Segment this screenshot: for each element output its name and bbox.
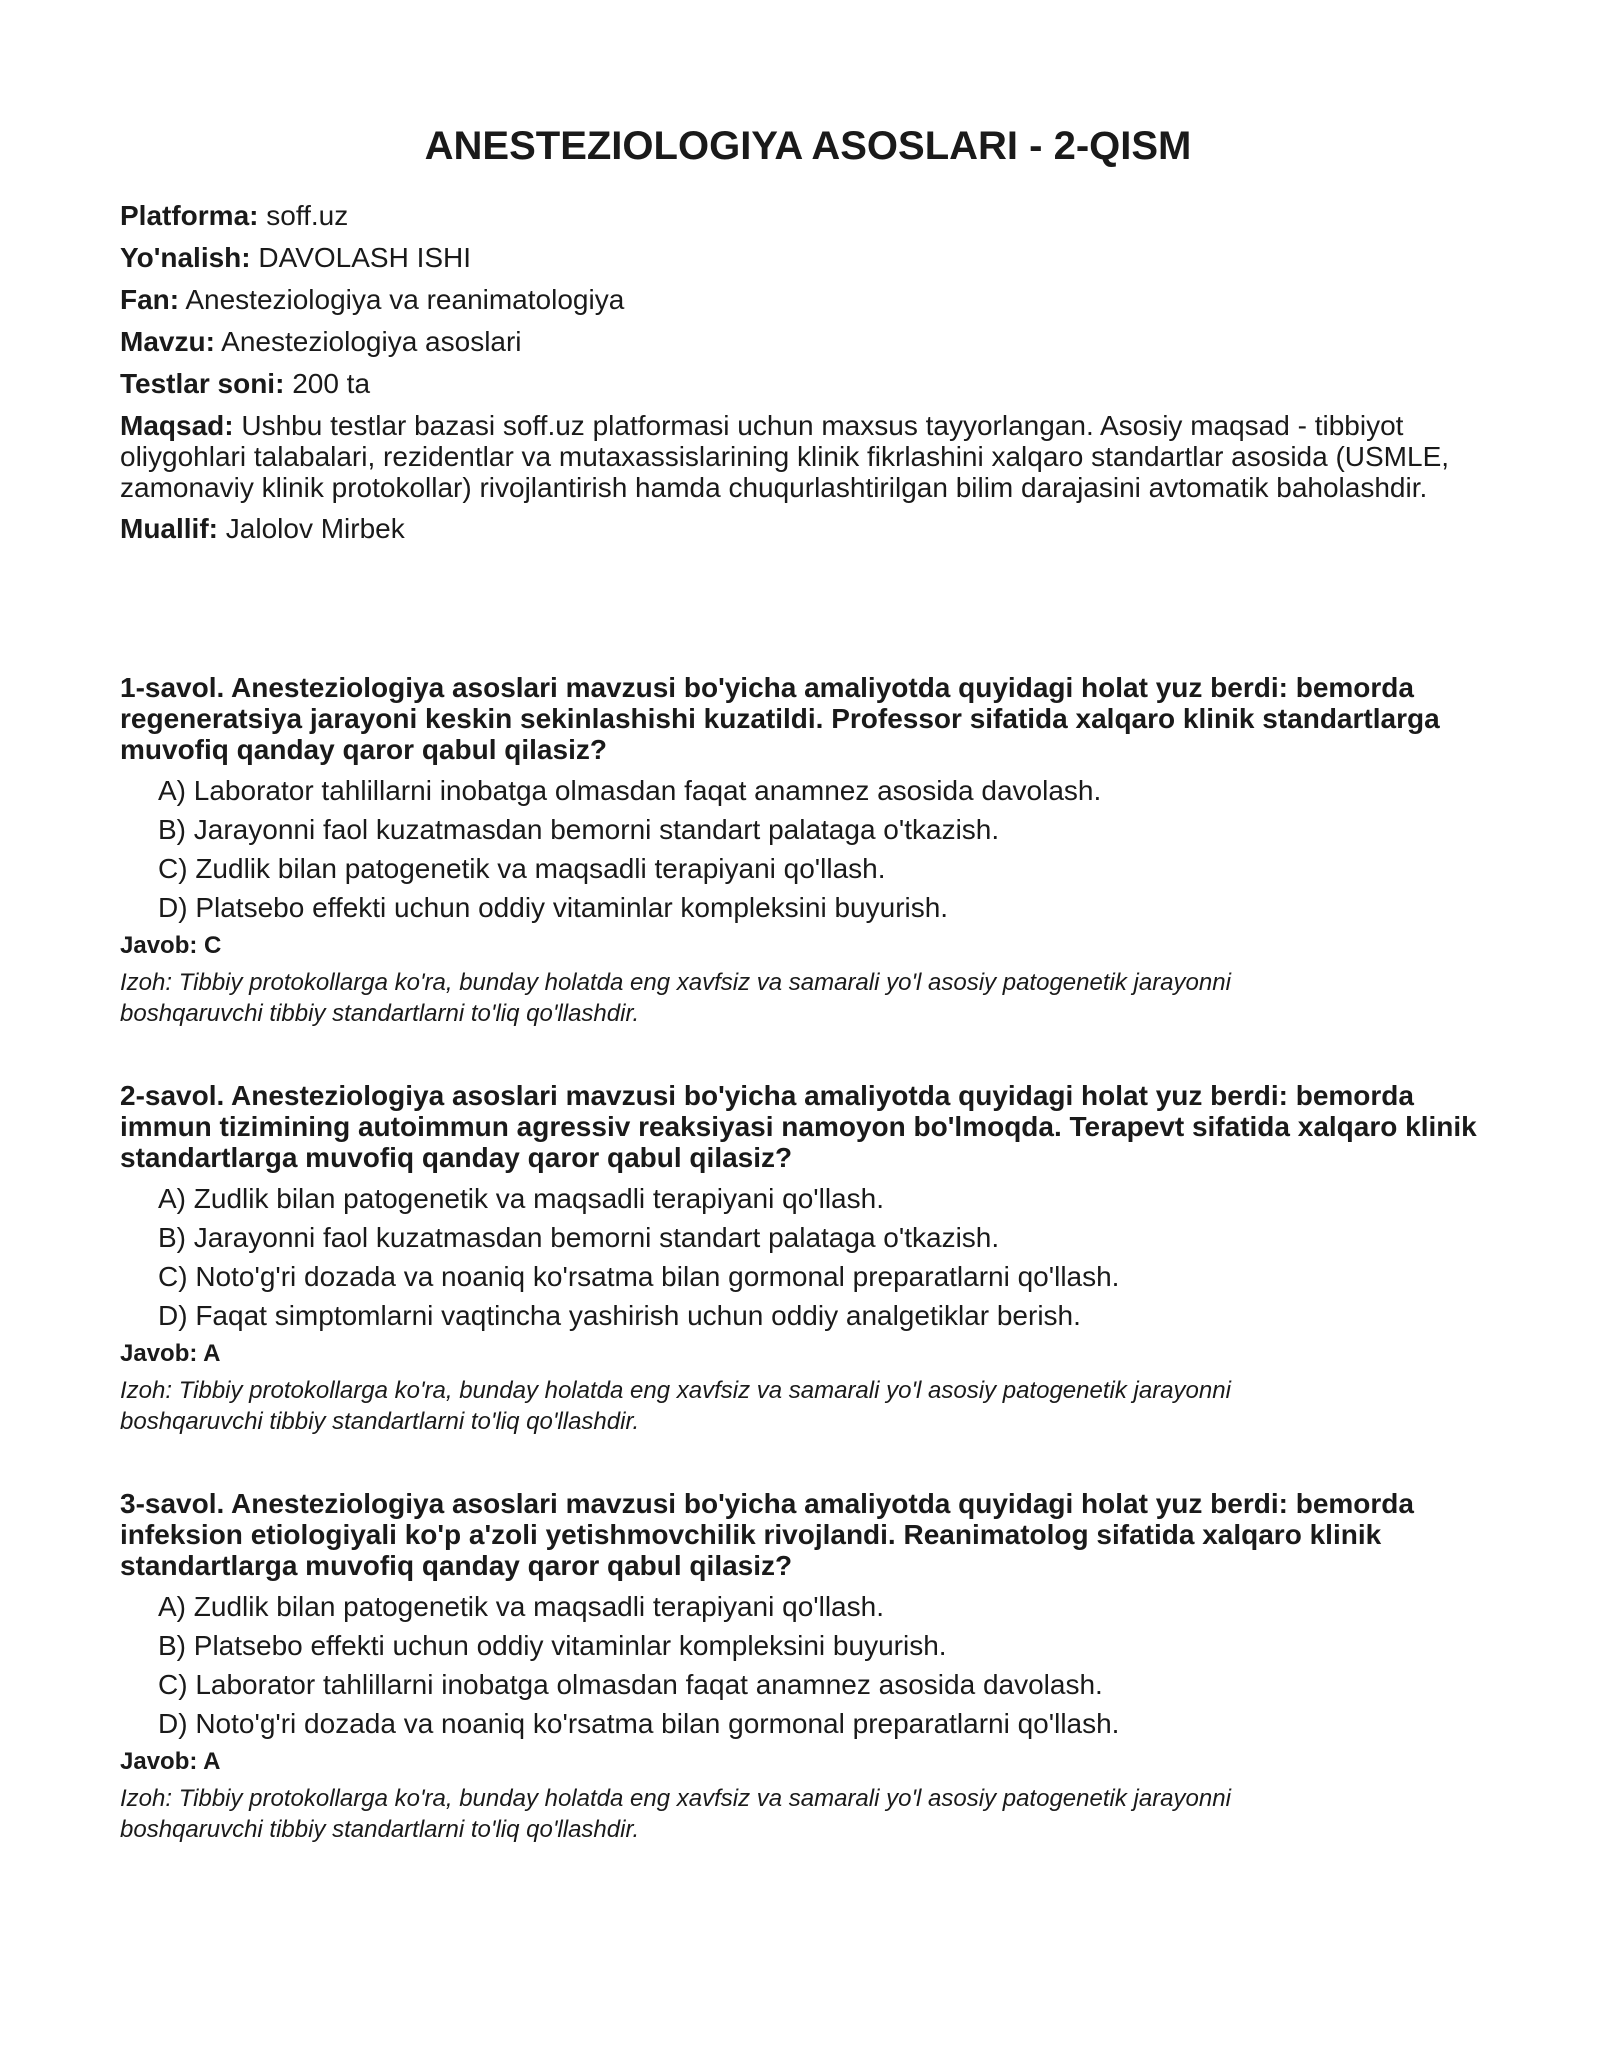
option-b: B) Platsebo effekti uchun oddiy vitaminlar kompleksini buyurish.: [158, 1630, 947, 1661]
meta-topic: [120, 326, 1490, 358]
meta-key: Maqsad:: [120, 410, 234, 441]
option-b: B) Jarayonni faol kuzatmasdan bemorni standart palataga o'tkazish.: [158, 814, 1000, 845]
meta-key: Yo'nalish:: [120, 242, 251, 273]
meta-value: Anesteziologiya asoslari: [221, 326, 522, 357]
option-a: A) Zudlik bilan patogenetik va maqsadli terapiyani qo'llash.: [158, 1591, 884, 1622]
question-3: [120, 1488, 1490, 1845]
meta-value: soff.uz: [266, 200, 349, 231]
question-text: 2-savol. Anesteziologiya asoslari mavzusi bo'yicha amaliyotda quyidagi holat yuz berdi: bemorda immun tizimining autoimmun agressiv reaksiyasi namoyon bo'lmoqda. Terapevt sifatida xalqaro klinik standartlarga muvofiq qanday qaror qabul qilasiz?: [120, 1080, 1477, 1173]
answer-key: Javob: A: [120, 1748, 221, 1775]
option-d: D) Noto'g'ri dozada va noaniq ko'rsatma bilan gormonal preparatlarni qo'llash.: [158, 1708, 1120, 1739]
question-2: [120, 1080, 1490, 1437]
question-1: [120, 672, 1490, 1029]
meta-key: Fan:: [120, 284, 180, 315]
answer-options: [120, 1183, 1490, 1332]
answer-explanation: Izoh: Tibbiy protokollarga ko'ra, bunday holatda eng xavfsiz va samarali yo'l asosiy patogenetik jarayonni boshqaruvchi tibbiy standartlarni to'liq qo'llashdir.: [120, 969, 1231, 1027]
meta-key: Mavzu:: [120, 326, 215, 357]
question-text: 3-savol. Anesteziologiya asoslari mavzusi bo'yicha amaliyotda quyidagi holat yuz berdi: bemorda infeksion etiologiyali ko'p a'zoli yetishmovchilik rivojlandi. Reanimatolog sifatida xalqaro klinik standartlarga muvofiq qanday qaror qabul qilasiz?: [120, 1488, 1414, 1581]
option-b: B) Jarayonni faol kuzatmasdan bemorni standart palataga o'tkazish.: [158, 1222, 1000, 1253]
option-c: C) Zudlik bilan patogenetik va maqsadli terapiyani qo'llash.: [158, 853, 886, 884]
meta-value: Anesteziologiya va reanimatologiya: [185, 284, 625, 315]
meta-platform: [120, 200, 1490, 232]
meta-test-count: [120, 368, 1490, 400]
meta-key: Muallif:: [120, 513, 218, 544]
option-a: A) Zudlik bilan patogenetik va maqsadli terapiyani qo'llash.: [158, 1183, 884, 1214]
meta-value: Ushbu testlar bazasi soff.uz platformasi uchun maxsus tayyorlangan. Asosiy maqsad - tibbiyot oliygohlari talabalari, rezidentlar va mutaxassislarining klinik fikrlashini xalqaro standartlar asosida (USMLE, zamonaviy klinik protokollar) rivojlantirish hamda chuqurlashtirilgan bilim darajasini avtomatik baholashdir.: [120, 410, 1450, 503]
option-d: D) Platsebo effekti uchun oddiy vitaminlar kompleksini buyurish.: [158, 892, 949, 923]
meta-value: Jalolov Mirbek: [225, 513, 405, 544]
option-c: C) Laborator tahlillarni inobatga olmasdan faqat anamnez asosida davolash.: [158, 1669, 1103, 1700]
option-c: C) Noto'g'ri dozada va noaniq ko'rsatma bilan gormonal preparatlarni qo'llash.: [158, 1261, 1120, 1292]
answer-key: Javob: A: [120, 1340, 221, 1367]
document-meta: [120, 200, 1490, 555]
option-a: A) Laborator tahlillarni inobatga olmasdan faqat anamnez asosida davolash.: [158, 775, 1102, 806]
document-title: ANESTEZIOLOGIYA ASOSLARI - 2-QISM: [424, 124, 1192, 168]
answer-options: [120, 775, 1490, 924]
answer-explanation: Izoh: Tibbiy protokollarga ko'ra, bunday holatda eng xavfsiz va samarali yo'l asosiy patogenetik jarayonni boshqaruvchi tibbiy standartlarni to'liq qo'llashdir.: [120, 1785, 1231, 1843]
answer-explanation: Izoh: Tibbiy protokollarga ko'ra, bunday holatda eng xavfsiz va samarali yo'l asosiy patogenetik jarayonni boshqaruvchi tibbiy standartlarni to'liq qo'llashdir.: [120, 1377, 1231, 1435]
option-d: D) Faqat simptomlarni vaqtincha yashirish uchun oddiy analgetiklar berish.: [158, 1300, 1081, 1331]
meta-value: DAVOLASH ISHI: [258, 242, 472, 273]
question-text: 1-savol. Anesteziologiya asoslari mavzusi bo'yicha amaliyotda quyidagi holat yuz berdi: bemorda regeneratsiya jarayoni keskin sekinlashishi kuzatildi. Professor sifatida xalqaro klinik standartlarga muvofiq qanday qaror qabul qilasiz?: [120, 672, 1440, 765]
meta-key: Testlar soni:: [120, 368, 285, 399]
meta-key: Platforma:: [120, 200, 259, 231]
answer-options: [120, 1591, 1490, 1740]
meta-subject: [120, 284, 1490, 316]
meta-purpose: [120, 410, 1490, 503]
meta-author: [120, 513, 1490, 545]
meta-direction: [120, 242, 1490, 274]
meta-value: 200 ta: [292, 368, 371, 399]
answer-key: Javob: C: [120, 932, 222, 959]
